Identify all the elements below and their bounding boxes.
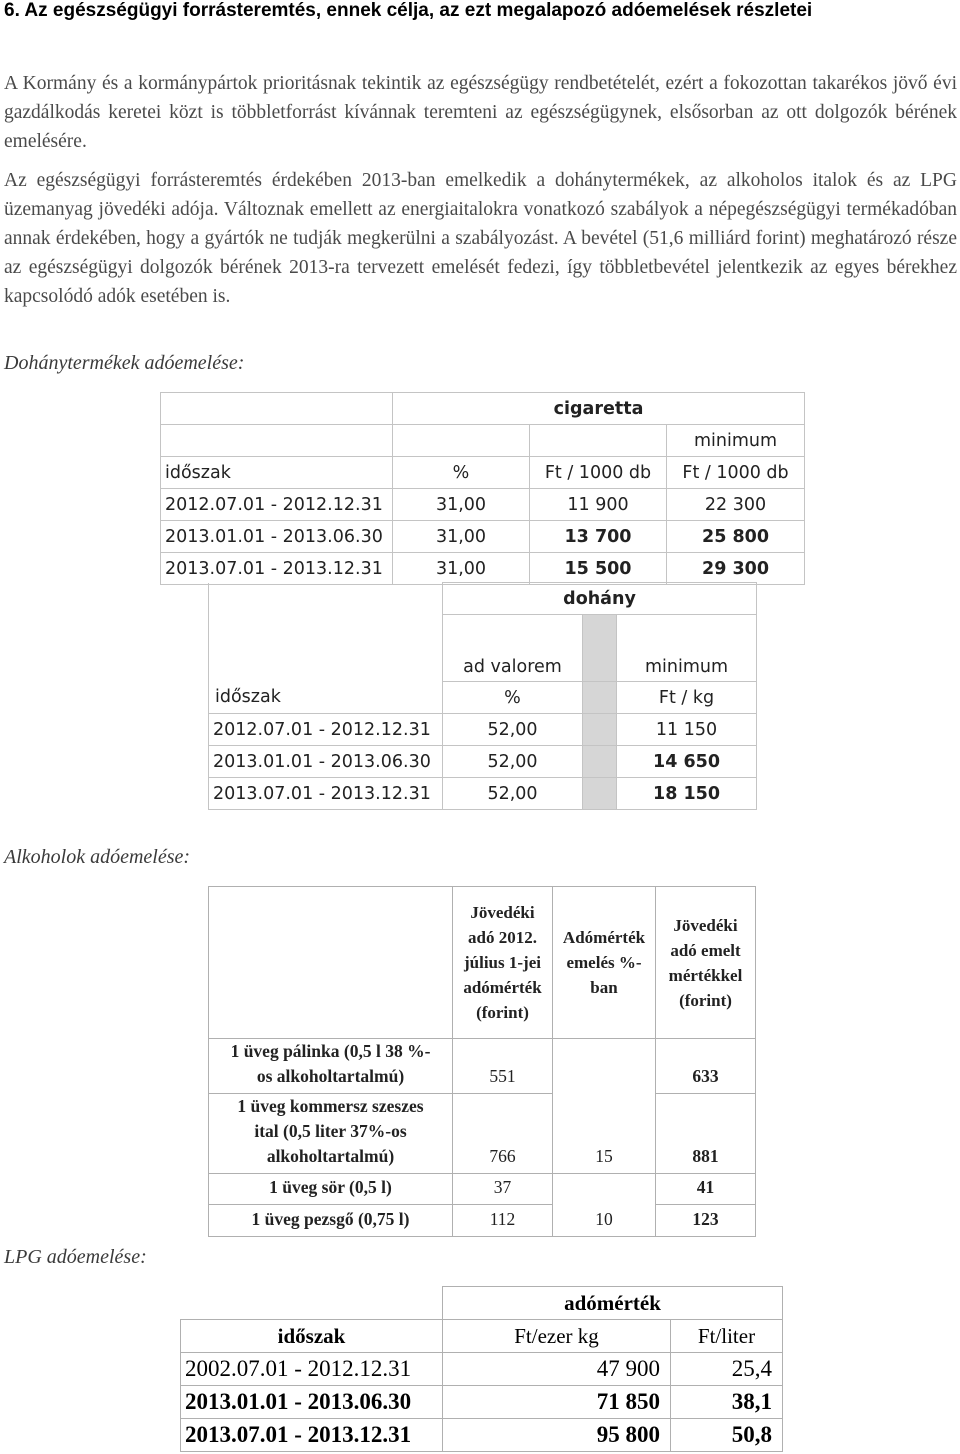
period-cell: 2013.01.01 - 2013.06.30 bbox=[181, 1386, 443, 1419]
tobacco-minimum-label: minimum bbox=[617, 615, 757, 682]
kg-cell: 47 900 bbox=[443, 1353, 671, 1386]
min-cell: 11 150 bbox=[617, 714, 757, 746]
new-rate-cell: 41 bbox=[656, 1174, 756, 1205]
table-row bbox=[209, 714, 757, 746]
base-rate-cell: 551 bbox=[453, 1039, 553, 1094]
liter-cell: 50,8 bbox=[671, 1419, 783, 1452]
col-period-header: időszak bbox=[161, 457, 393, 489]
tobacco-header: dohány bbox=[443, 583, 757, 615]
pct-cell: 52,00 bbox=[443, 778, 583, 810]
col-period-header: időszak bbox=[181, 1320, 443, 1353]
intro-paragraph: A Kormány és a kormánypártok prioritásnak tekintik az egészségügy rendbetételét, ezért a fokozottan takarékos jövő évi gazdálkodás keretei közt is többletforrást kívánnak teremteni az egészségügynek, elsősorban az ott dolgozók bérének emelésére. bbox=[4, 73, 957, 152]
item-label: 1 üveg pezsgő (0,75 l) bbox=[209, 1205, 453, 1237]
pct-cell: 31,00 bbox=[393, 553, 530, 585]
table-row bbox=[181, 1386, 783, 1419]
table-row bbox=[161, 521, 805, 553]
col-liter-header: Ft/liter bbox=[671, 1320, 783, 1353]
table-row bbox=[181, 1419, 783, 1452]
table-row bbox=[209, 778, 757, 810]
table-row bbox=[161, 553, 805, 585]
col-per1000-header: Ft / 1000 db bbox=[530, 457, 667, 489]
header-base-rate: Jövedéki adó 2012. július 1-jei adómérték (forint) bbox=[453, 887, 553, 1039]
liter-cell: 25,4 bbox=[671, 1353, 783, 1386]
liter-cell: 38,1 bbox=[671, 1386, 783, 1419]
adval-label: ad valorem bbox=[443, 615, 583, 682]
col-kg-header: Ft/ezer kg bbox=[443, 1320, 671, 1353]
kg-cell: 71 850 bbox=[443, 1386, 671, 1419]
period-cell: 2013.07.01 - 2013.12.31 bbox=[209, 778, 443, 810]
min-cell: 14 650 bbox=[617, 746, 757, 778]
min-cell: 29 300 bbox=[667, 553, 805, 585]
col-period-header: időszak bbox=[209, 682, 443, 714]
lpg-header: adómérték bbox=[443, 1287, 783, 1320]
item-label: 1 üveg kommersz szeszes ital (0,5 liter 37%-os alkoholtartalmú) bbox=[209, 1094, 453, 1174]
lpg-caption: LPG adóemelése: bbox=[4, 1246, 147, 1268]
cigarette-minimum-label: minimum bbox=[667, 425, 805, 457]
period-cell: 2013.01.01 - 2013.06.30 bbox=[161, 521, 393, 553]
alcohol-caption: Alkoholok adóemelése: bbox=[4, 846, 191, 868]
col-min-header: Ft / 1000 db bbox=[667, 457, 805, 489]
cigarette-tax-table bbox=[160, 392, 805, 585]
period-cell: 2012.07.01 - 2012.12.31 bbox=[209, 714, 443, 746]
period-cell: 2013.07.01 - 2013.12.31 bbox=[181, 1419, 443, 1452]
increase-pct-cell: 15 bbox=[553, 1039, 656, 1174]
header-increase-pct: Adómérték emelés %- ban bbox=[553, 887, 656, 1039]
period-cell: 2013.07.01 - 2013.12.31 bbox=[161, 553, 393, 585]
lpg-tax-table bbox=[180, 1286, 783, 1452]
table-row bbox=[209, 746, 757, 778]
kg-cell: 95 800 bbox=[443, 1419, 671, 1452]
table-row bbox=[209, 1039, 756, 1094]
tobacco-tax-table bbox=[208, 582, 757, 810]
item-label: 1 üveg sör (0,5 l) bbox=[209, 1174, 453, 1205]
new-rate-cell: 633 bbox=[656, 1039, 756, 1094]
table-row bbox=[181, 1353, 783, 1386]
col-ftkg-header: Ft / kg bbox=[617, 682, 757, 714]
table-row bbox=[209, 1094, 756, 1174]
increase-pct-cell: 10 bbox=[553, 1174, 656, 1237]
base-rate-cell: 766 bbox=[453, 1094, 553, 1174]
header-new-rate: Jövedéki adó emelt mértékkel (forint) bbox=[656, 887, 756, 1039]
per1000-cell: 15 500 bbox=[530, 553, 667, 585]
base-rate-cell: 37 bbox=[453, 1174, 553, 1205]
per1000-cell: 11 900 bbox=[530, 489, 667, 521]
funding-paragraph: Az egészségügyi forrásteremtés érdekében 2013-ban emelkedik a dohánytermékek, az alkoholos italok és az LPG üzemanyag jövedéki adója. Változnak emellett az energiaitalokra vonatkozó szabályok a népegészségügyi termékadóban annak érdekében, hogy a gyártók ne tudják megkerülni a szabályozást. A bevétel (51,6 milliárd forint) meghatározó része az egészségügyi dolgozók bérének 2013-ra tervezett emelését fedezi, így többletbevétel jelentkezik az egyes bérekhez kapcsolódó adók esetében is. bbox=[4, 170, 957, 307]
min-cell: 22 300 bbox=[667, 489, 805, 521]
section-heading: 6. Az egészségügyi forrásteremtés, ennek célja, az ezt megalapozó adóemelések részletei bbox=[4, 0, 813, 21]
table-row bbox=[209, 1205, 756, 1237]
pct-cell: 31,00 bbox=[393, 521, 530, 553]
tobacco-caption: Dohánytermékek adóemelése: bbox=[4, 352, 245, 374]
alcohol-tax-table bbox=[208, 886, 756, 1237]
min-cell: 18 150 bbox=[617, 778, 757, 810]
min-cell: 25 800 bbox=[667, 521, 805, 553]
period-cell: 2012.07.01 - 2012.12.31 bbox=[161, 489, 393, 521]
period-cell: 2002.07.01 - 2012.12.31 bbox=[181, 1353, 443, 1386]
col-pct-header: % bbox=[393, 457, 530, 489]
base-rate-cell: 112 bbox=[453, 1205, 553, 1237]
new-rate-cell: 123 bbox=[656, 1205, 756, 1237]
pct-cell: 52,00 bbox=[443, 714, 583, 746]
col-pct-header: % bbox=[443, 682, 583, 714]
pct-cell: 31,00 bbox=[393, 489, 530, 521]
pct-cell: 52,00 bbox=[443, 746, 583, 778]
cigarette-header: cigaretta bbox=[393, 393, 805, 425]
item-label: 1 üveg pálinka (0,5 l 38 %- os alkoholtartalmú) bbox=[209, 1039, 453, 1094]
table-row bbox=[209, 1174, 756, 1205]
table-row bbox=[161, 489, 805, 521]
new-rate-cell: 881 bbox=[656, 1094, 756, 1174]
per1000-cell: 13 700 bbox=[530, 521, 667, 553]
period-cell: 2013.01.01 - 2013.06.30 bbox=[209, 746, 443, 778]
